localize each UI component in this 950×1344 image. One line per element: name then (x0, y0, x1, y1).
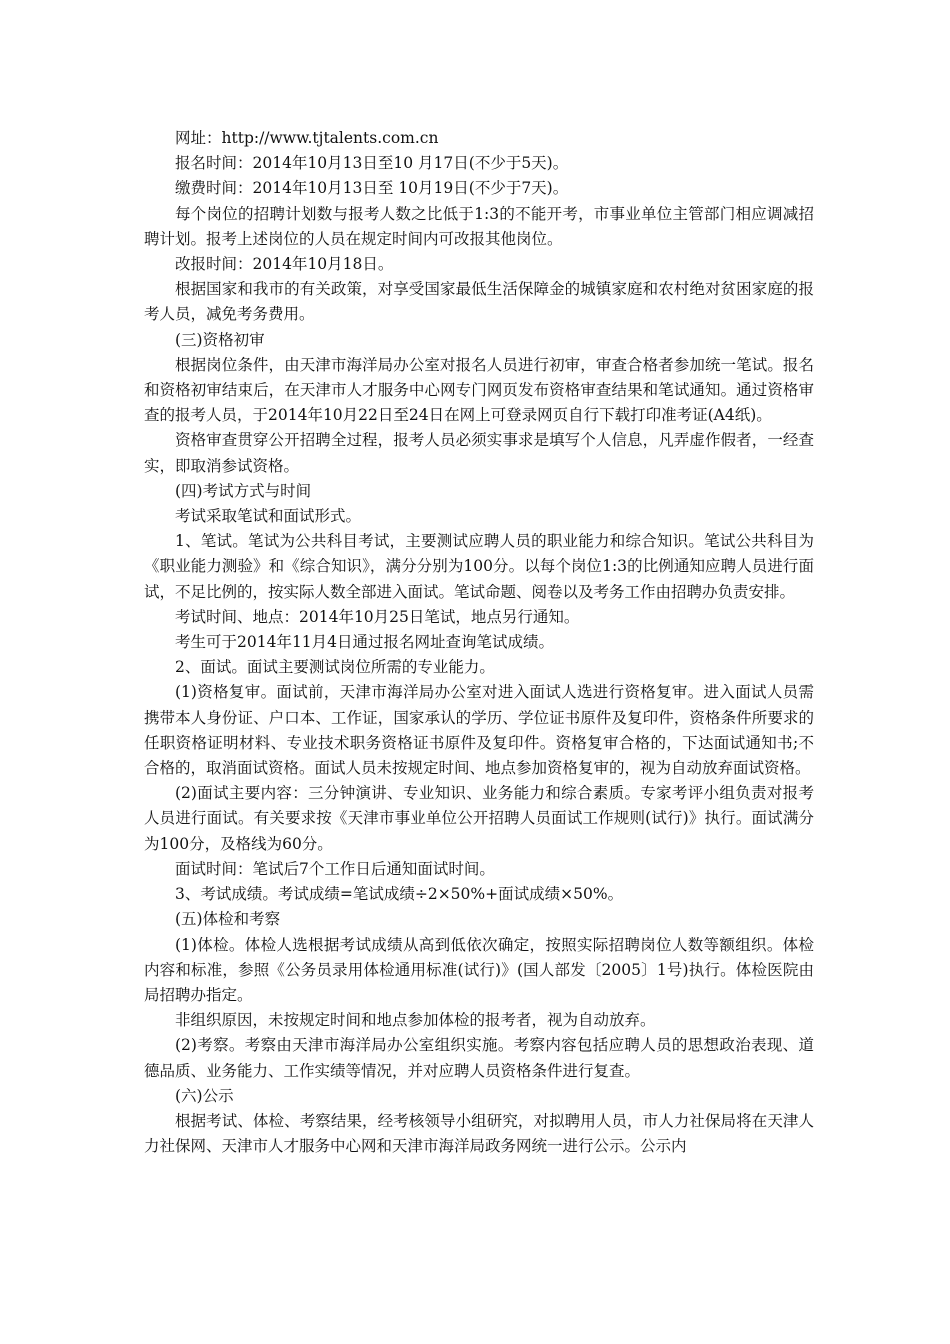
section-heading-physical-exam: (五)体检和考察 (175, 910, 281, 929)
physical-exam-absence-paragraph: 非组织原因，未按规定时间和地点参加体检的报考者，视为自动放弃。 (175, 1011, 656, 1030)
physical-exam-paragraph: (1)体检。体检人选根据考试成绩从高到低依次确定，按照实际招聘岗位人数等额组织。体检内容和标准，参照《公务员录用体检通用标准(试行)》(国人部发〔2005〕1号)执行。体检医院由局招聘办指定。 (144, 935, 814, 1004)
qualification-integrity-paragraph: 资格审查贯穿公开招聘全过程，报考人员必须实事求是填写个人信息，凡弄虚作假者，一经查实，即取消参试资格。 (144, 431, 814, 475)
exam-form-paragraph: 考试采取笔试和面试形式。 (175, 507, 362, 526)
website-line: 网址：http://www.tjtalents.com.cn (175, 129, 439, 147)
registration-time: 报名时间：2014年10月13日至10 月17日(不少于5天)。 (175, 154, 569, 173)
change-registration-time: 改报时间：2014年10月18日。 (175, 255, 394, 274)
payment-time: 缴费时间：2014年10月13日至 10月19日(不少于7天)。 (175, 179, 569, 198)
score-query-paragraph: 考生可于2014年11月4日通过报名网址查询笔试成绩。 (175, 633, 555, 652)
section-heading-exam-method: (四)考试方式与时间 (175, 481, 312, 500)
exam-score-formula: 3、考试成绩。考试成绩=笔试成绩÷2×50%+面试成绩×50%。 (175, 885, 624, 904)
written-exam-paragraph: 1、笔试。笔试为公共科目考试，主要测试应聘人员的职业能力和综合知识。笔试公共科目为《职业能力测验》和《综合知识》，满分分别为100分。以每个岗位1:3的比例通知应聘人员进行面试，不足比例的，按实际人数全部进入面试。笔试命题、阅卷以及考务工作由招聘办负责安排。 (144, 532, 814, 601)
section-heading-qualification-review: (三)资格初审 (175, 330, 265, 349)
document-body (144, 126, 814, 1159)
section-heading-publicity: (六)公示 (175, 1086, 234, 1105)
fee-waiver-paragraph: 根据国家和我市的有关政策，对享受国家最低生活保障金的城镇家庭和农村绝对贫困家庭的报考人员，减免考务费用。 (144, 280, 814, 324)
inspection-paragraph: (2)考察。考察由天津市海洋局办公室组织实施。考察内容包括应聘人员的思想政治表现、道德品质、业务能力、工作实绩等情况，并对应聘人员资格条件进行复查。 (144, 1036, 814, 1080)
interview-paragraph: 2、面试。面试主要测试岗位所需的专业能力。 (175, 658, 495, 677)
interview-time: 面试时间：笔试后7个工作日后通知面试时间。 (175, 859, 495, 878)
interview-content-paragraph: (2)面试主要内容：三分钟演讲、专业知识、业务能力和综合素质。专家考评小组负责对报考人员进行面试。有关要求按《天津市事业单位公开招聘人员面试工作规则(试行)》执行。面试满分为100分，及格线为60分。 (144, 784, 814, 853)
re-review-paragraph: (1)资格复审。面试前，天津市海洋局办公室对进入面试人选进行资格复审。进入面试人员需携带本人身份证、户口本、工作证，国家承认的学历、学位证书原件及复印件，资格条件所要求的任职资格证明材料、专业技术职务资格证书原件及复印件。资格复审合格的，下达面试通知书;不合格的，取消面试资格。面试人员未按规定时间、地点参加资格复审的，视为自动放弃面试资格。 (144, 683, 814, 778)
qualification-review-paragraph: 根据岗位条件，由天津市海洋局办公室对报名人员进行初审，审查合格者参加统一笔试。报名和资格初审结束后，在天津市人才服务中心网专门网页发布资格审查结果和笔试通知。通过资格审查的报考人员，于2014年10月22日至24日在网上可登录网页自行下载打印准考证(A4纸)。 (144, 355, 814, 425)
ratio-rule-paragraph: 每个岗位的招聘计划数与报考人数之比低于1:3的不能开考，市事业单位主管部门相应调减招聘计划。报考上述岗位的人员在规定时间内可改报其他岗位。 (144, 204, 814, 248)
publicity-paragraph: 根据考试、体检、考察结果，经考核领导小组研究，对拟聘用人员，市人力社保局将在天津人力社保网、天津市人才服务中心网和天津市海洋局政务网统一进行公示。公示内 (144, 1111, 814, 1156)
exam-time-location: 考试时间、地点：2014年10月25日笔试，地点另行通知。 (175, 607, 580, 626)
